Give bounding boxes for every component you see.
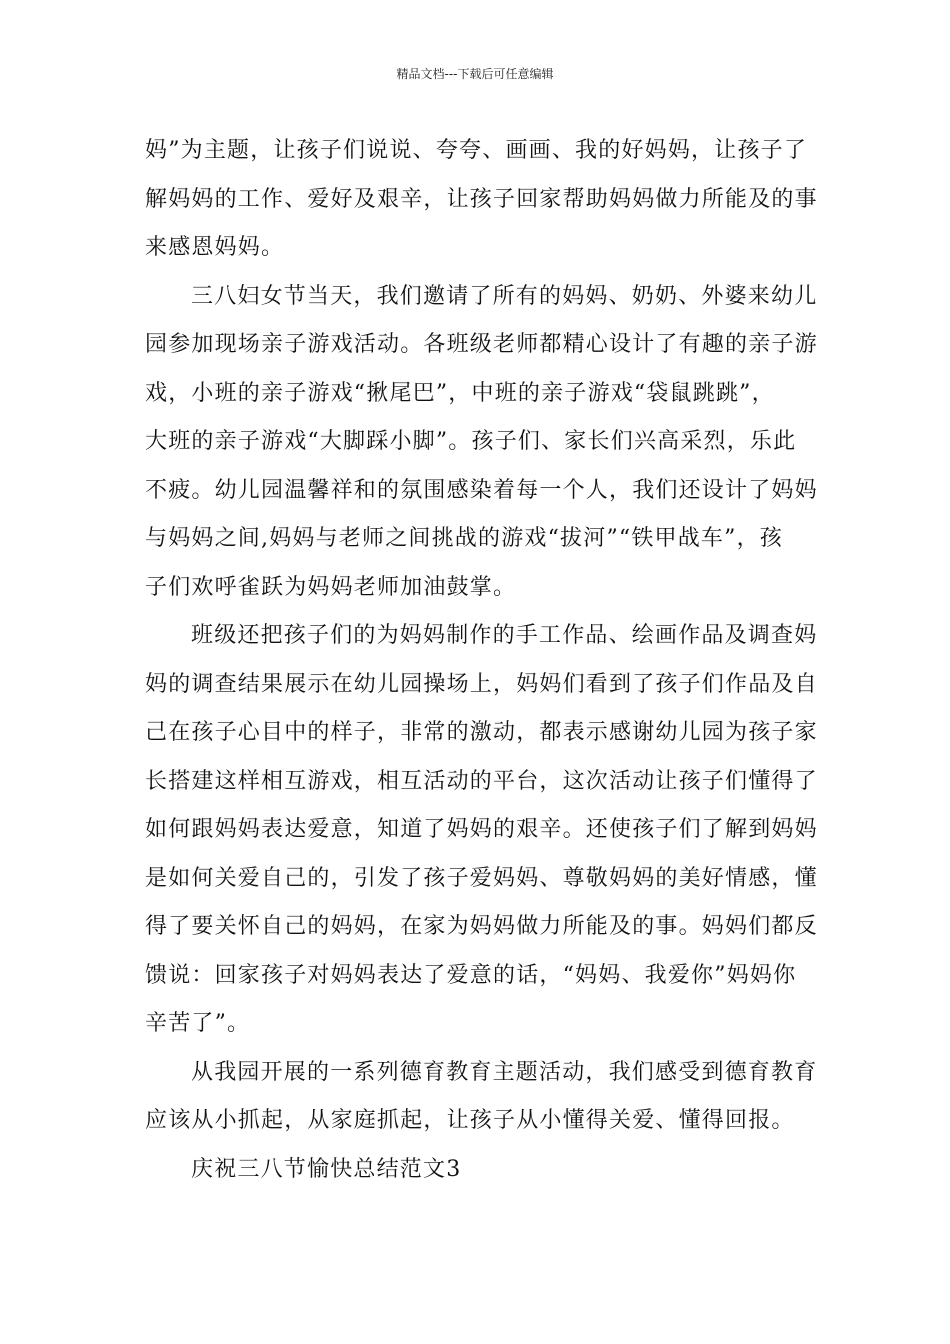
paragraph-line: 馈说：回家孩子对妈妈表达了爱意的话，“妈妈、我爱你”妈妈你: [145, 962, 797, 988]
paragraph-2: [145, 273, 818, 613]
paragraph-line: 来感恩妈妈。: [145, 235, 285, 260]
paragraph-line: 妈”为主题，让孩子们说说、夸夸、画画、我的好妈妈，让孩子了: [145, 138, 808, 163]
paragraph-line: 辛苦了”。: [145, 1011, 251, 1036]
paragraph-line: 班级还把孩子们的为妈妈制作的手工作品、绘画作品及调查妈: [191, 623, 818, 648]
section-heading-text: 庆祝三八节愉快总结范文3: [191, 1156, 462, 1182]
document-body: [145, 127, 818, 1194]
paragraph-line: 长搭建这样相互游戏，相互活动的平台，这次活动让孩子们懂得了: [145, 768, 818, 794]
paragraph-line: 是如何关爱自己的，引发了孩子爱妈妈、尊敬妈妈的美好情感，懂: [145, 865, 818, 891]
paragraph-line: 三八妇女节当天，我们邀请了所有的妈妈、奶奶、外婆来幼儿: [191, 283, 818, 309]
paragraph-line: 不疲。幼儿园温馨祥和的氛围感染着每一个人，我们还设计了妈妈: [145, 477, 818, 503]
paragraph-line: 大班的亲子游戏“大脚踩小脚”。孩子们、家长们兴高采烈，乐此: [145, 429, 797, 454]
paragraph-4: [145, 1049, 818, 1146]
paragraph-3: [145, 612, 818, 1049]
paragraph-line: 从我园开展的一系列德育教育主题活动，我们感受到德育教育: [191, 1059, 818, 1085]
paragraph-line: 与妈妈之间,妈妈与老师之间挑战的游戏“拔河”“铁甲战车”，孩: [145, 526, 783, 551]
paragraph-line: 子们欢呼雀跃为妈妈老师加油鼓掌。: [145, 574, 517, 600]
paragraph-line: 妈的调查结果展示在幼儿园操场上，妈妈们看到了孩子们作品及自: [145, 671, 818, 697]
section-heading: [145, 1146, 807, 1195]
paragraph-line: 园参加现场亲子游戏活动。各班级老师都精心设计了有趣的亲子游: [145, 332, 818, 357]
paragraph-line: 戏，小班的亲子游戏“揪尾巴”，中班的亲子游戏“袋鼠跳跳”，: [145, 380, 775, 406]
paragraph-line: 应该从小抓起，从家庭抓起，让孩子从小懂得关爱、懂得回报。: [145, 1108, 795, 1133]
paragraph-line: 解妈妈的工作、爱好及艰辛，让孩子回家帮助妈妈做力所能及的事: [145, 186, 818, 212]
paragraph-line: 己在孩子心目中的样子，非常的激动，都表示感谢幼儿园为孩子家: [145, 720, 818, 745]
paragraph-line: 如何跟妈妈表达爱意，知道了妈妈的艰辛。还使孩子们了解到妈妈: [145, 817, 818, 842]
paragraph-line: 得了要关怀自己的妈妈，在家为妈妈做力所能及的事。妈妈们都反: [145, 914, 818, 939]
page-header: 精品文档---下载后可任意编辑: [396, 67, 554, 81]
paragraph-1: [145, 127, 818, 273]
